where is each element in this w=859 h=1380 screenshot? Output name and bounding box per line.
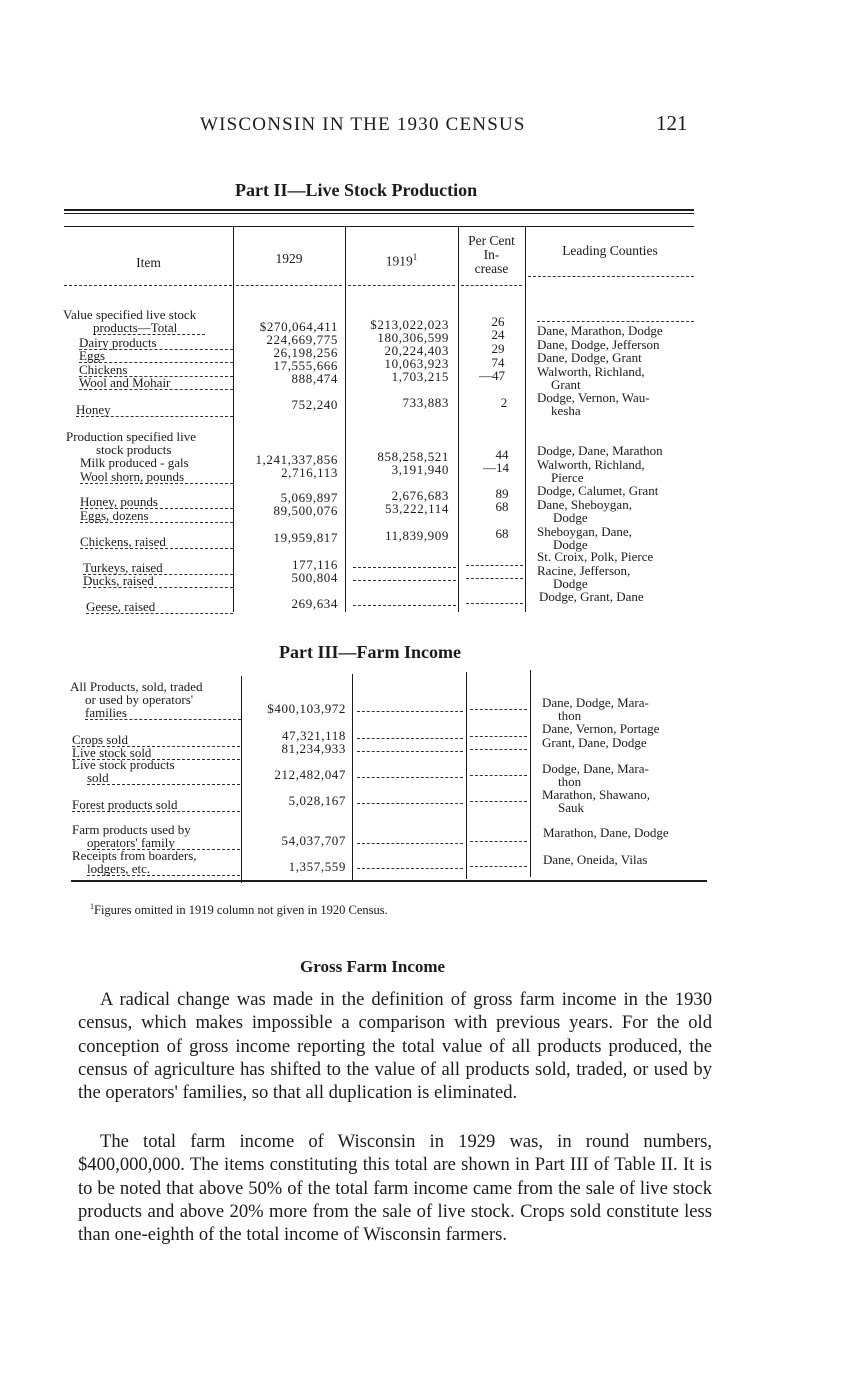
value-1929: 26,198,256 <box>273 345 338 360</box>
pct-increase: —14 <box>483 460 509 475</box>
part2-header-dash-2 <box>236 285 342 286</box>
table-row-item: Receipts from boarders, lodgers, etc. <box>72 849 240 876</box>
value-1929: 1,357,559 <box>288 859 346 874</box>
leading-counties: Dodge, Calumet, Grant <box>537 483 659 498</box>
pct-blank <box>470 775 527 776</box>
table-section-heading: Production specified live stock products <box>66 429 196 457</box>
pct-increase: 68 <box>495 499 509 514</box>
part3-title: Part III—Farm Income <box>279 642 461 662</box>
leading-counties: Racine, Jefferson, Dodge <box>537 563 631 591</box>
part2-header-pct <box>458 234 525 276</box>
value-1929: 212,482,047 <box>274 767 346 782</box>
value-1919: 1,703,215 <box>391 369 449 384</box>
part2-top-rule-1 <box>64 209 694 211</box>
value-1919: 3,191,940 <box>391 462 449 477</box>
table-row-item: Forest products sold <box>72 798 240 812</box>
paragraph-2: The total farm income of Wisconsin in 1929 was, in round numbers, $400,000,000. The items constituting this total are shown in Part III of Table II. It is to be noted that above 50% of the total farm income came from the sale of live stock products and above 20% more from the sale of live stock. Crops sold constitute less than one-eighth of the total income of Wisconsin farmers. <box>78 1131 712 1246</box>
leading-counties: Dane, Sheboygan, Dodge <box>537 497 632 525</box>
value-1919-blank <box>357 868 463 869</box>
part2-header-pct-line1: Per Cent <box>468 233 515 248</box>
value-1929: 5,069,897 <box>280 490 338 505</box>
pct-blank <box>466 565 523 566</box>
table-row-item: Live stock sold <box>72 746 240 760</box>
value-1919: 733,883 <box>402 395 449 410</box>
pct-blank <box>470 801 527 802</box>
part2-header-dash-1 <box>64 285 232 286</box>
table-row-item: Eggs <box>79 349 233 363</box>
item-line: products—Total <box>63 321 205 335</box>
part3-col-sep-1 <box>241 676 242 883</box>
item-line: Value specified live stock <box>63 307 197 322</box>
running-head: WISCONSIN IN THE 1930 CENSUS <box>200 114 526 135</box>
leading-counties: Dane, Oneida, Vilas <box>543 852 648 867</box>
leading-counties: Dane, Dodge, Jefferson <box>537 337 660 352</box>
paragraph-1: A radical change was made in the definition of gross farm income in the 1930 census, which makes impossible a comparison with previous years. For the old conception of gross income reporting the total value of all products produced, the census of agriculture has shifted to the value of all products sold, traded, or used by the operators' families, so that all duplication is eliminated. <box>78 989 712 1104</box>
part2-header-counties: Leading Counties <box>562 243 658 258</box>
leading-counties: Marathon, Shawano, Sauk <box>542 787 650 815</box>
leading-counties: Dane, Vernon, Portage <box>542 721 660 736</box>
value-1919-blank <box>357 777 463 778</box>
value-1919-blank <box>353 580 456 581</box>
value-1919: 180,306,599 <box>377 330 449 345</box>
leading-counties: Dodge, Vernon, Wau- kesha <box>537 390 650 418</box>
value-1919-blank <box>357 738 463 739</box>
value-1929: 89,500,076 <box>273 503 338 518</box>
value-1919-blank <box>357 711 463 712</box>
leading-counties: Sheboygan, Dane, Dodge <box>537 524 632 552</box>
value-1929: 177,116 <box>292 557 338 572</box>
value-1929: 47,321,118 <box>281 728 346 743</box>
value-1929: $270,064,411 <box>259 319 338 334</box>
value-1919-blank <box>357 803 463 804</box>
part3-col-sep-2 <box>352 674 353 881</box>
pct-blank <box>470 749 527 750</box>
table-row-item: Turkeys, raised <box>83 561 233 575</box>
value-1929: 5,028,167 <box>288 793 346 808</box>
value-1929: 1,241,337,856 <box>255 452 338 467</box>
value-1929: 17,555,666 <box>273 358 338 373</box>
county-dash <box>537 321 694 322</box>
table-row-item <box>63 308 205 335</box>
pct-increase: 29 <box>491 341 505 356</box>
table-row-item: Wool and Mohair <box>79 376 233 390</box>
table-row-item: Milk produced - gals <box>80 455 189 470</box>
value-1929: 888,474 <box>291 371 338 386</box>
part2-header-dash-5 <box>528 276 694 277</box>
table-row-item: Farm products used by operators' family <box>72 823 240 850</box>
part2-col-sep-3 <box>458 226 459 612</box>
pct-blank <box>470 709 527 710</box>
table-row-item: Chickens, raised <box>80 535 233 549</box>
value-1929: 2,716,113 <box>281 465 338 480</box>
part2-header-1919 <box>345 250 458 269</box>
value-1919: $213,022,023 <box>370 317 449 332</box>
part2-header-item: Item <box>136 255 161 270</box>
part2-header-1919-label: 1919 <box>385 253 413 269</box>
table-row-item: Dairy products <box>79 336 233 350</box>
part3-bottom-rule <box>71 880 707 882</box>
pct-blank <box>470 736 527 737</box>
leading-counties: Dane, Dodge, Grant <box>537 350 642 365</box>
part2-col-sep-4 <box>525 226 526 612</box>
part2-col-sep-2 <box>345 226 346 612</box>
leading-counties: Dodge, Dane, Mara- thon <box>542 761 649 789</box>
table-row-item: All Products, sold, traded or used by operators' families <box>70 680 241 720</box>
pct-increase: 26 <box>491 314 505 329</box>
table-row-item: Crops sold <box>72 733 240 747</box>
part2-top-rule-3 <box>64 226 694 227</box>
pct-increase: 89 <box>495 486 509 501</box>
pct-blank <box>466 603 523 604</box>
table-row-item: Ducks, raised <box>83 574 233 588</box>
pct-increase: 68 <box>495 526 509 541</box>
value-1929: 269,634 <box>291 596 338 611</box>
value-1929: 500,804 <box>291 570 338 585</box>
value-1929: 19,959,817 <box>273 530 338 545</box>
leading-counties: Grant, Dane, Dodge <box>542 735 647 750</box>
pct-increase: 24 <box>491 327 505 342</box>
part3-col-sep-4 <box>530 670 531 877</box>
part2-title: Part II—Live Stock Production <box>235 180 478 200</box>
table-row-item: Honey, pounds <box>80 495 233 509</box>
part3-col-sep-3 <box>466 672 467 879</box>
pct-increase: —47 <box>479 368 505 383</box>
value-1929: $400,103,972 <box>267 701 346 716</box>
leading-counties: Walworth, Richland, Grant <box>537 364 645 392</box>
leading-counties: Walworth, Richland, Pierce <box>537 457 645 485</box>
pct-blank <box>470 866 527 867</box>
footnote-marker: 1 <box>412 252 418 262</box>
value-1919: 53,222,114 <box>384 501 449 516</box>
table-row-item: Honey <box>76 403 233 417</box>
value-1919-blank <box>357 751 463 752</box>
pct-increase: 44 <box>495 447 509 462</box>
value-1919-blank <box>353 567 456 568</box>
footnote <box>90 902 388 918</box>
table-row-item: Wool shorn, pounds <box>80 470 233 484</box>
leading-counties: Dodge, Grant, Dane <box>539 589 644 604</box>
part2-header-pct-line3: crease <box>474 261 509 276</box>
page-number: 121 <box>656 111 688 135</box>
part2-header-pct-line2: In- <box>483 247 500 262</box>
table-row-item: Eggs, dozens <box>80 509 233 523</box>
leading-counties: St. Croix, Polk, Pierce <box>537 549 654 564</box>
value-1919: 20,224,403 <box>384 343 449 358</box>
pct-increase: 2 <box>500 395 508 410</box>
leading-counties: Dane, Marathon, Dodge <box>537 323 663 338</box>
leading-counties: Dodge, Dane, Marathon <box>537 443 663 458</box>
value-1929: 81,234,933 <box>281 741 346 756</box>
pct-blank <box>470 841 527 842</box>
value-1929: 54,037,707 <box>281 833 346 848</box>
value-1929: 752,240 <box>291 397 338 412</box>
leading-counties: Dane, Dodge, Mara- thon <box>542 695 649 723</box>
value-1919: 858,258,521 <box>377 449 449 464</box>
pct-blank <box>466 578 523 579</box>
footnote-text: Figures omitted in 1919 column not given in 1920 Census. <box>94 903 388 918</box>
part2-header-dash-4 <box>461 285 522 286</box>
leading-counties: Marathon, Dane, Dodge <box>543 825 669 840</box>
part2-header-1929: 1929 <box>275 251 303 266</box>
part2-col-sep-1 <box>233 226 234 612</box>
section-title: Gross Farm Income <box>300 957 446 976</box>
value-1919: 2,676,683 <box>391 488 449 503</box>
table-row-item: Geese, raised <box>86 600 233 614</box>
value-1929: 224,669,775 <box>266 332 338 347</box>
table-row-item: Chickens <box>79 363 233 377</box>
pct-increase: 74 <box>491 355 505 370</box>
part2-header-dash-3 <box>348 285 455 286</box>
value-1919: 10,063,923 <box>384 356 449 371</box>
part2-top-rule-2 <box>64 213 694 214</box>
footnote-sup: 1 <box>90 902 94 911</box>
value-1919: 11,839,909 <box>384 528 449 543</box>
table-row-item: Live stock products sold <box>72 758 240 785</box>
value-1919-blank <box>357 843 463 844</box>
value-1919-blank <box>353 605 456 606</box>
